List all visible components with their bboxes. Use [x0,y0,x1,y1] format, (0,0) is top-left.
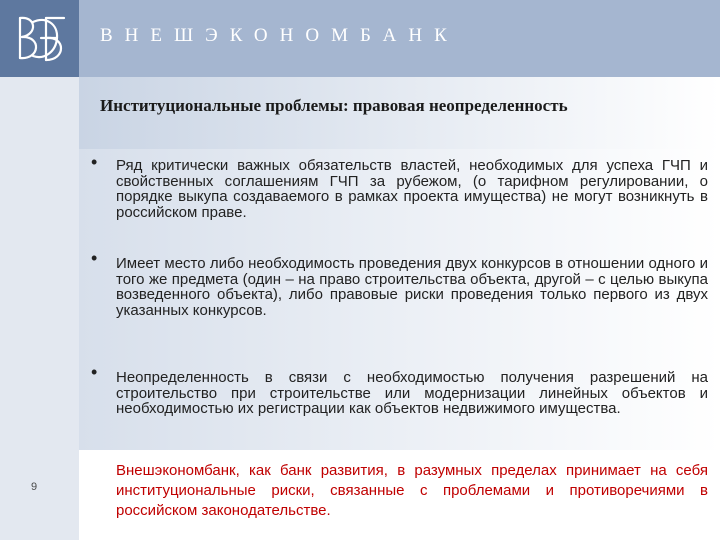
bullet-marker: • [91,362,98,382]
bullet-item: Неопределенность в связи с необходимостью получения разрешений на строительство при строительстве или модернизации линейных объектов и необходимостью их регистрации как объектов недвижимого имущества. [116,369,708,417]
conclusion-text: Внешэкономбанк, как банк развития, в разумных пределах принимает на себя институциональные риски, связанные с проблемами и противоречиями в российском законодательстве. [116,462,708,519]
slide-title: Институциональные проблемы: правовая неопределенность [100,96,568,115]
page-number: 9 [31,481,38,493]
veb-monogram-icon [0,0,79,77]
bullet-item: Имеет место либо необходимость проведения двух конкурсов в отношении одного и того же предмета (один – на право строительства объекта, другой – с целью выкупа возведенного объекта), либо правовые риски проведения только первого из двух указанных конкурсов. [116,255,708,319]
bullet-marker: • [91,152,98,172]
logo-box [0,0,79,77]
left-rail [0,77,79,540]
brand-name: ВНЕШЭКОНОМБАНК [100,25,459,46]
bullet-item: Ряд критически важных обязательств властей, необходимых для успеха ГЧП и свойственных соглашениям ГЧП за рубежом, (о тарифном регулировании, о порядке выкупа создаваемого в рамках проекта имущества) не могут возникнуть в российском праве. [116,157,708,221]
bullet-marker: • [91,248,98,268]
